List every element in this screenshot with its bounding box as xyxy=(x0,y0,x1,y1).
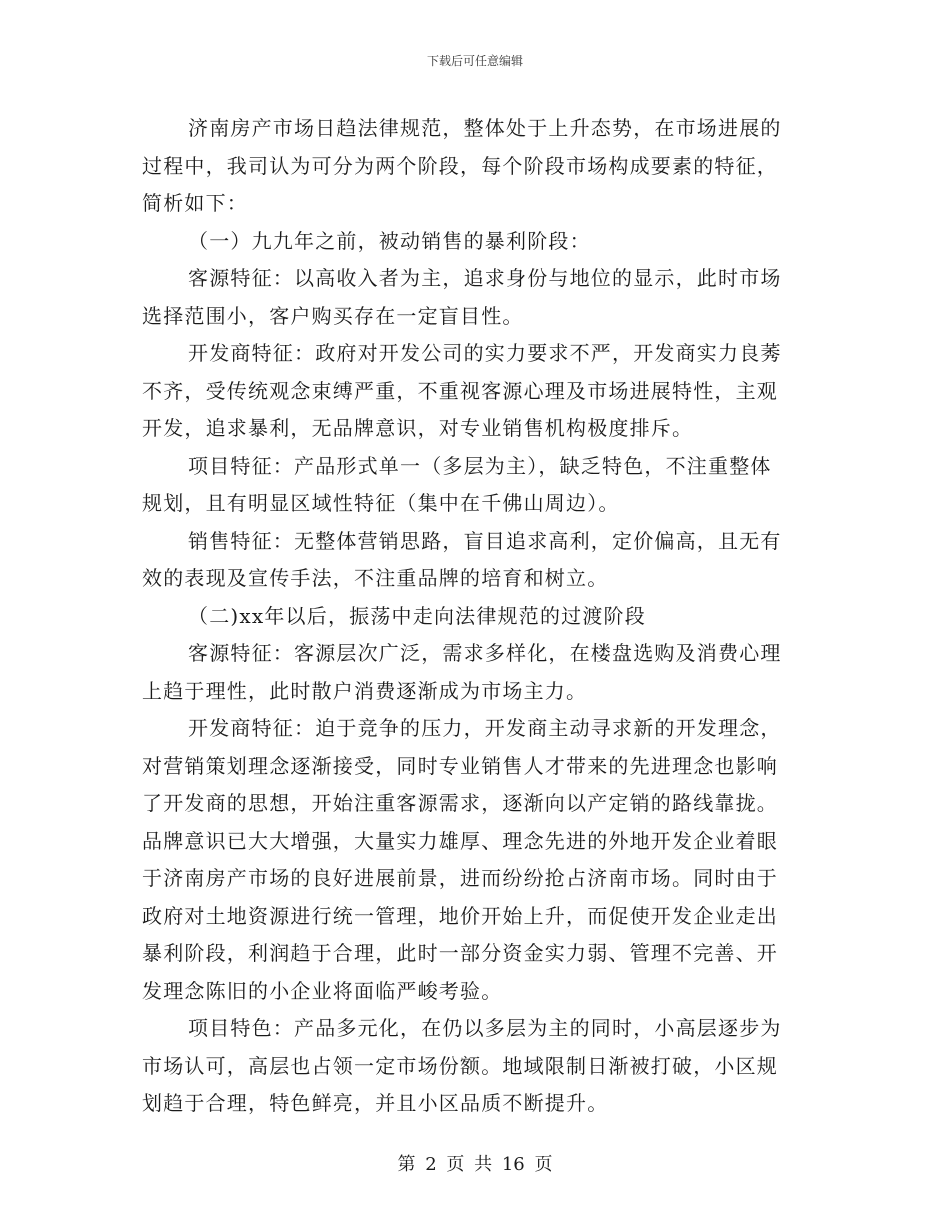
paragraph-line: 济南房产市场日趋法律规范，整体处于上升态势，在市场进展的 xyxy=(188,116,782,140)
paragraph-line: 不齐，受传统观念束缚严重，不重视客源心理及市场进展特性，主观 xyxy=(142,378,778,403)
paragraph-line: 开发商特征：政府对开发公司的实力要求不严，开发商实力良莠 xyxy=(188,341,782,365)
paragraph-line: 过程中，我司认为可分为两个阶段，每个阶段市场构成要素的特征， xyxy=(142,153,778,178)
paragraph-line: 客源特征：以高收入者为主，追求身份与地位的显示，此时市场 xyxy=(188,266,782,290)
paragraph-line: 项目特征：产品形式单一（多层为主），缺乏特色，不注重整体 xyxy=(188,453,772,478)
paragraph-line: 开发，追求暴利，无品牌意识，对专业销售机构极度排斥。 xyxy=(142,416,694,440)
paragraph-line: 了开发商的思想，开始注重客源需求，逐渐向以产定销的路线靠拢。 xyxy=(142,791,778,815)
page-header-note: 下载后可任意编辑 xyxy=(426,54,523,68)
paragraph-line: 效的表现及宣传手法，不注重品牌的培育和树立。 xyxy=(142,566,609,590)
paragraph-line: 划趋于合理，特色鲜亮，并且小区品质不断提升。 xyxy=(142,1091,609,1115)
paragraph-line: 于济南房产市场的良好进展前景，进而纷纷抢占济南市场。同时由于 xyxy=(142,866,778,890)
paragraph-line: 品牌意识已大大增强，大量实力雄厚、理念先进的外地开发企业着眼 xyxy=(142,828,778,853)
page-number-footer: 第 2 页 共 16 页 xyxy=(397,1154,553,1175)
paragraph-line: 政府对土地资源进行统一管理，地价开始上升，而促使开发企业走出 xyxy=(142,903,778,928)
paragraph-line: 对营销策划理念逐渐接受，同时专业销售人才带来的先进理念也影响 xyxy=(142,753,778,778)
paragraph-line: 规划，且有明显区域性特征（集中在千佛山周边）。 xyxy=(142,491,620,515)
paragraph-line: 上趋于理性，此时散户消费逐渐成为市场主力。 xyxy=(142,678,588,703)
paragraph-line: 简析如下： xyxy=(142,191,248,215)
document-body xyxy=(142,110,812,1123)
paragraph-line: 市场认可，高层也占领一定市场份额。地域限制日渐被打破，小区规 xyxy=(142,1053,778,1078)
paragraph-line: 销售特征：无整体营销思路，盲目追求高利，定价偏高，且无有 xyxy=(188,528,782,553)
section-heading: （二)xx年以后，振荡中走向法律规范的过渡阶段 xyxy=(188,603,646,628)
paragraph-line: 项目特色：产品多元化，在仍以多层为主的同时，小高层逐步为 xyxy=(188,1016,782,1040)
section-heading: （一）九九年之前，被动销售的暴利阶段： xyxy=(188,228,591,253)
paragraph-line: 客源特征：客源层次广泛，需求多样化，在楼盘选购及消费心理 xyxy=(188,641,782,665)
paragraph-line: 开发商特征：迫于竞争的压力，开发商主动寻求新的开发理念， xyxy=(188,716,782,740)
paragraph-line: 暴利阶段，利润趋于合理，此时一部分资金实力弱、管理不完善、开 xyxy=(142,941,778,965)
paragraph-line: 发理念陈旧的小企业将面临严峻考验。 xyxy=(142,978,503,1003)
paragraph-line: 选择范围小，客户购买存在一定盲目性。 xyxy=(142,303,524,328)
